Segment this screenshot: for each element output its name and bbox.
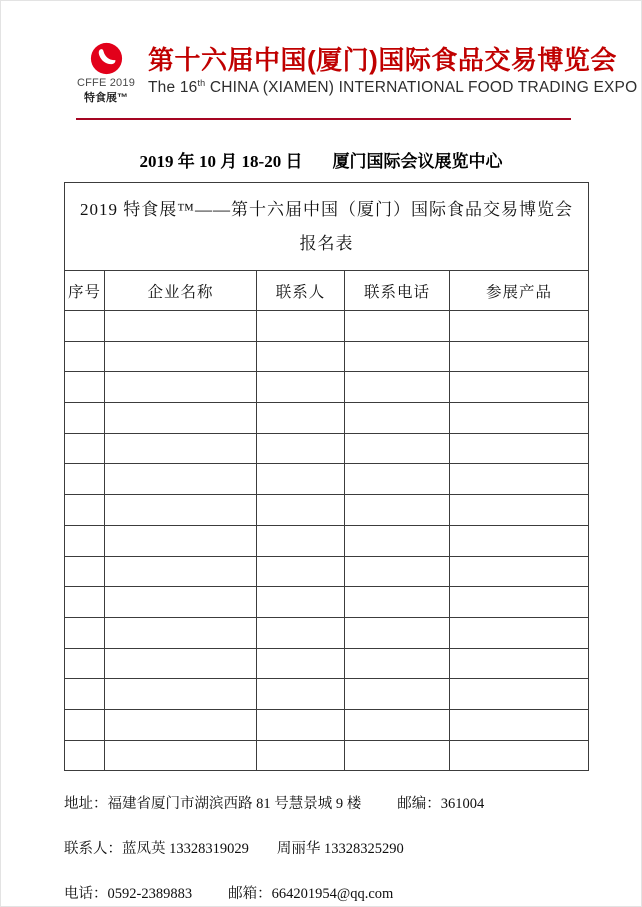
table-title-line2: 报名表	[299, 233, 354, 253]
empty-cell	[105, 403, 257, 434]
event-date-venue-line	[1, 147, 641, 172]
table-caption-cell	[65, 183, 589, 271]
footer-contact-1: 联系人：蓝凤英 13328319029	[64, 841, 249, 858]
column-header-company: 企业名称	[105, 271, 257, 311]
registration-table	[64, 182, 589, 771]
empty-cell	[450, 679, 589, 710]
empty-cell	[345, 525, 450, 556]
empty-cell	[65, 679, 105, 710]
empty-cell	[105, 679, 257, 710]
table-empty-row	[65, 525, 589, 556]
empty-cell	[450, 556, 589, 587]
table-caption-row	[65, 183, 589, 271]
empty-cell	[345, 556, 450, 587]
cffe-logo	[64, 42, 148, 105]
table-empty-row	[65, 341, 589, 372]
table-empty-row	[65, 709, 589, 740]
empty-cell	[105, 372, 257, 403]
empty-cell	[345, 648, 450, 679]
empty-cell	[345, 709, 450, 740]
empty-cell	[257, 341, 345, 372]
empty-cell	[450, 341, 589, 372]
empty-cell	[105, 556, 257, 587]
column-header-products: 参展产品	[450, 271, 589, 311]
empty-cell	[345, 403, 450, 434]
footer-phone: 电话：0592-2389883	[64, 886, 193, 903]
empty-cell	[257, 433, 345, 464]
expo-title-chinese: 第十六届中国(厦门)国际食品交易博览会	[148, 45, 617, 75]
empty-cell	[257, 525, 345, 556]
empty-cell	[105, 587, 257, 618]
expo-titles	[148, 42, 637, 105]
footer-address-line	[64, 792, 641, 813]
empty-cell	[345, 495, 450, 526]
empty-cell	[257, 679, 345, 710]
table-empty-row	[65, 403, 589, 434]
table-header-row	[65, 271, 589, 311]
empty-cell	[345, 464, 450, 495]
empty-cell	[450, 403, 589, 434]
table-title-line1: 2019 特食展™——第十六届中国（厦门）国际食品交易博览会	[80, 199, 573, 219]
table-empty-row	[65, 617, 589, 648]
empty-cell	[345, 679, 450, 710]
empty-cell	[105, 740, 257, 771]
empty-cell	[105, 617, 257, 648]
empty-cell	[65, 617, 105, 648]
footer-phone-email-line	[64, 882, 641, 903]
empty-cell	[450, 617, 589, 648]
empty-cell	[450, 311, 589, 342]
empty-cell	[65, 587, 105, 618]
empty-cell	[65, 403, 105, 434]
column-header-contact: 联系人	[257, 271, 345, 311]
empty-cell	[65, 556, 105, 587]
cffe-logo-icon	[90, 42, 123, 75]
empty-cell	[257, 740, 345, 771]
table-empty-row	[65, 740, 589, 771]
empty-cell	[345, 740, 450, 771]
empty-cell	[450, 709, 589, 740]
empty-cell	[105, 648, 257, 679]
empty-cell	[65, 709, 105, 740]
contact-footer	[64, 792, 641, 903]
empty-cell	[105, 464, 257, 495]
empty-cell	[345, 433, 450, 464]
table-empty-row	[65, 433, 589, 464]
column-header-index: 序号	[65, 271, 105, 311]
event-venue: 厦门国际会议展览中心	[332, 152, 503, 171]
empty-cell	[450, 740, 589, 771]
table-empty-row	[65, 556, 589, 587]
expo-header	[64, 42, 638, 105]
empty-cell	[65, 740, 105, 771]
column-header-phone: 联系电话	[345, 271, 450, 311]
table-empty-row	[65, 464, 589, 495]
empty-cell	[345, 341, 450, 372]
empty-cell	[257, 372, 345, 403]
empty-cell	[105, 433, 257, 464]
empty-cell	[257, 311, 345, 342]
footer-postcode: 邮编：361004	[397, 796, 485, 813]
empty-cell	[450, 464, 589, 495]
empty-cell	[105, 495, 257, 526]
empty-cell	[345, 587, 450, 618]
empty-cell	[65, 433, 105, 464]
empty-cell	[345, 617, 450, 648]
empty-cell	[65, 495, 105, 526]
table-empty-row	[65, 311, 589, 342]
empty-cell	[450, 648, 589, 679]
footer-contacts-line	[64, 837, 641, 858]
empty-cell	[450, 587, 589, 618]
footer-contact-2: 周丽华 13328325290	[276, 841, 404, 858]
empty-cell	[65, 648, 105, 679]
empty-cell	[450, 525, 589, 556]
expo-title-english	[148, 78, 637, 97]
table-empty-row	[65, 587, 589, 618]
empty-cell	[257, 648, 345, 679]
footer-address: 地址：福建省厦门市湖滨西路 81 号慧景城 9 楼	[64, 796, 362, 813]
empty-cell	[345, 372, 450, 403]
empty-cell	[450, 433, 589, 464]
logo-text-teshizhan: 特食展™	[84, 92, 128, 104]
empty-cell	[257, 495, 345, 526]
logo-text-cffe: CFFE 2019	[76, 77, 136, 89]
empty-cell	[105, 341, 257, 372]
event-date: 2019 年 10 月 18-20 日	[139, 152, 303, 171]
empty-cell	[257, 587, 345, 618]
empty-cell	[450, 495, 589, 526]
empty-cell	[257, 617, 345, 648]
expo-title-english-prefix: The 16	[148, 79, 198, 97]
empty-cell	[257, 556, 345, 587]
empty-cell	[65, 372, 105, 403]
empty-cell	[257, 709, 345, 740]
header-divider-rule	[76, 118, 571, 120]
empty-cell	[65, 464, 105, 495]
table-empty-row	[65, 495, 589, 526]
empty-cell	[105, 709, 257, 740]
empty-cell	[65, 525, 105, 556]
table-empty-row	[65, 679, 589, 710]
footer-email: 邮箱：664201954@qq.com	[228, 886, 394, 903]
empty-cell	[450, 372, 589, 403]
expo-title-english-suffix: CHINA (XIAMEN) INTERNATIONAL FOOD TRADING EXPO	[205, 79, 638, 97]
table-empty-row	[65, 372, 589, 403]
table-body	[65, 311, 589, 771]
empty-cell	[345, 311, 450, 342]
empty-cell	[257, 403, 345, 434]
table-empty-row	[65, 648, 589, 679]
empty-cell	[257, 464, 345, 495]
empty-cell	[65, 341, 105, 372]
empty-cell	[105, 311, 257, 342]
ordinal-superscript: th	[197, 78, 206, 88]
empty-cell	[105, 525, 257, 556]
empty-cell	[65, 311, 105, 342]
